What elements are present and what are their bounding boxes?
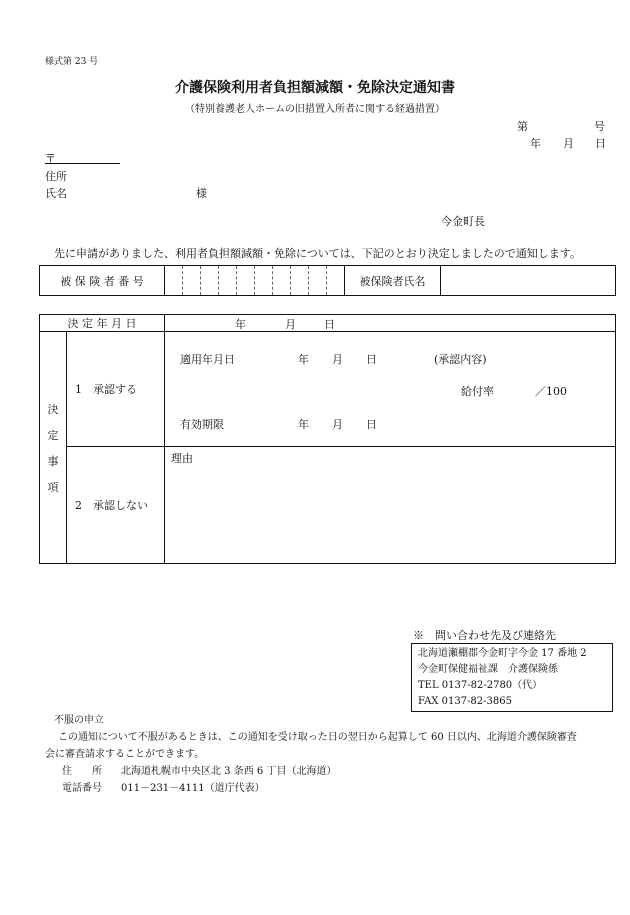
decision-matters-label bbox=[40, 401, 66, 495]
contact-fax: FAX 0137-82-3865 bbox=[418, 696, 512, 707]
contact-address: 北海道瀬棚郡今金町字今金 17 番地 2 bbox=[418, 648, 587, 659]
insured-number-digit[interactable] bbox=[183, 266, 201, 296]
appeal-address-value: 北海道札幌市中央区北 3 条西 6 丁目（北海道） bbox=[121, 766, 337, 777]
decision-date-field[interactable] bbox=[165, 315, 616, 332]
insured-name-label: 被保険者氏名 bbox=[345, 266, 441, 296]
insured-number-digit[interactable] bbox=[291, 266, 309, 296]
valid-date-year: 年 bbox=[298, 418, 309, 431]
decision-date-year: 年 bbox=[235, 318, 246, 331]
insured-table bbox=[39, 265, 616, 296]
appeal-phone-value: 011－231－4111（道庁代表） bbox=[121, 783, 265, 794]
reason-label: 理由 bbox=[171, 452, 193, 465]
date-year: 年 bbox=[530, 137, 541, 150]
benefit-rate-label: 給付率 bbox=[461, 385, 494, 398]
insured-number-digit[interactable] bbox=[327, 266, 345, 296]
decision-date-label: 決 定 年 月 日 bbox=[40, 315, 165, 332]
deny-option[interactable]: 2 承認しない bbox=[67, 447, 165, 564]
insured-number-digit[interactable] bbox=[273, 266, 291, 296]
contact-tel: TEL 0137-82-2780（代） bbox=[418, 680, 543, 691]
appeal-body-line2: 会に審査請求することができます。 bbox=[45, 749, 205, 760]
valid-date-month: 月 bbox=[332, 418, 343, 431]
postal-mark: 〒 bbox=[45, 152, 56, 165]
form-number: 様式第 23 号 bbox=[45, 57, 99, 67]
contact-box bbox=[411, 643, 613, 712]
appeal-address-label: 住 所 bbox=[62, 766, 102, 777]
insured-number-digit[interactable] bbox=[237, 266, 255, 296]
matters-char: 事 bbox=[47, 454, 59, 468]
appeal-phone-label: 電話番号 bbox=[62, 783, 102, 794]
matters-char: 項 bbox=[47, 480, 59, 494]
contact-heading: ※ 問い合わせ先及び連絡先 bbox=[413, 629, 556, 642]
approve-option[interactable]: 1 承認する bbox=[67, 332, 165, 447]
issuer: 今金町長 bbox=[441, 215, 485, 228]
honorific: 様 bbox=[196, 187, 207, 200]
decision-date-day: 日 bbox=[324, 318, 335, 331]
apply-date-year: 年 bbox=[298, 353, 309, 366]
name-label: 氏名 bbox=[45, 187, 67, 200]
decision-date-month: 月 bbox=[285, 318, 296, 331]
insured-number-digit[interactable] bbox=[309, 266, 327, 296]
insured-name-field[interactable] bbox=[441, 266, 616, 296]
contact-department: 今金町保健福祉課 介護保険係 bbox=[418, 664, 558, 675]
matters-char: 決 bbox=[47, 402, 59, 416]
valid-period-label: 有効期限 bbox=[180, 418, 224, 431]
insured-number-digit[interactable] bbox=[201, 266, 219, 296]
decision-matters-cell bbox=[40, 332, 67, 564]
benefit-rate-suffix: ／100 bbox=[535, 385, 567, 398]
postal-underline bbox=[45, 163, 120, 164]
page-subtitle: （特別養護老人ホームの旧措置入所者に関する経過措置） bbox=[185, 104, 445, 115]
intro-text: 先に申請がありました、利用者負担額減額・免除については、下記のとおり決定しましたので通知します。 bbox=[54, 247, 581, 260]
doc-number-dai: 第 bbox=[517, 120, 528, 133]
insured-number-digit[interactable] bbox=[219, 266, 237, 296]
insured-number-label: 被 保 険 者 番 号 bbox=[40, 266, 165, 296]
apply-date-day: 日 bbox=[366, 353, 377, 366]
date-day: 日 bbox=[595, 137, 606, 150]
approve-details bbox=[165, 332, 616, 447]
insured-number-digit[interactable] bbox=[165, 266, 183, 296]
appeal-body-line1: この通知について不服があるときは、この通知を受け取った日の翌日から起算して 60 日以内、北海道介護保険審査 bbox=[58, 732, 577, 743]
doc-number-go: 号 bbox=[594, 120, 605, 133]
reason-field[interactable] bbox=[165, 447, 616, 564]
page-title: 介護保険利用者負担額減額・免除決定通知書 bbox=[175, 80, 455, 96]
decision-table bbox=[39, 314, 616, 564]
approval-content-label: (承認内容) bbox=[434, 353, 487, 366]
apply-date-month: 月 bbox=[332, 353, 343, 366]
date-month: 月 bbox=[563, 137, 574, 150]
appeal-heading: 不服の申立 bbox=[54, 715, 104, 726]
matters-char: 定 bbox=[47, 428, 59, 442]
apply-date-label: 適用年月日 bbox=[180, 353, 235, 366]
valid-date-day: 日 bbox=[366, 418, 377, 431]
address-label: 住所 bbox=[45, 170, 67, 183]
insured-number-digit[interactable] bbox=[255, 266, 273, 296]
